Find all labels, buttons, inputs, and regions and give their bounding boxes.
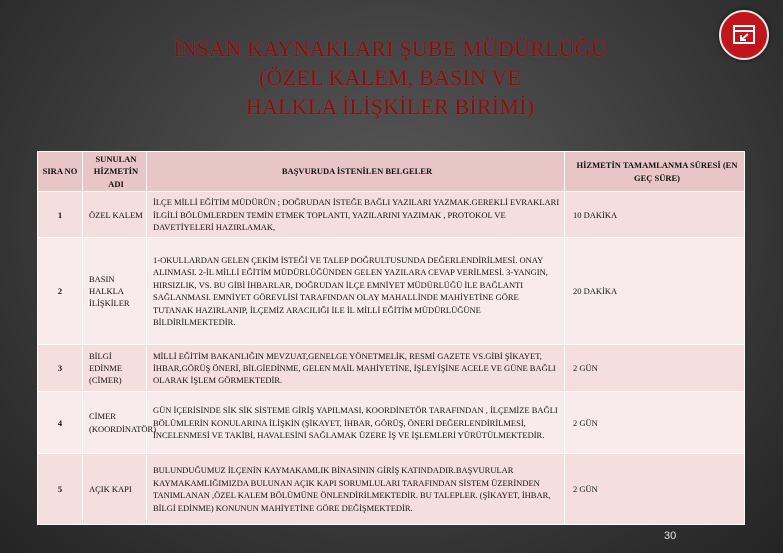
row-service: BASIN HALKLA İLİŞKİLER bbox=[83, 238, 147, 345]
row-time: 10 DAKİKA bbox=[565, 192, 745, 238]
row-time: 2 GÜN bbox=[565, 392, 745, 454]
header-no: SIRA NO bbox=[38, 152, 83, 192]
header-service: SUNULAN HİZMETİN ADI bbox=[83, 152, 147, 192]
row-service: BİLGİ EDİNME (CİMER) bbox=[83, 345, 147, 392]
row-time: 2 GÜN bbox=[565, 345, 745, 392]
title-line-3: HALKLA İLİŞKİLER BİRİMİ) bbox=[245, 94, 535, 119]
row-no: 1 bbox=[38, 192, 83, 238]
row-docs: 1-OKULLARDAN GELEN ÇEKİM İSTEĞİ VE TALEP DOĞRULTUSUNDA DEĞERLENDİRİLMESİ. ONAY ALINMASI. 2-İL MİLLİ EĞİTİM MÜDÜRLÜĞÜNDEN GELEN YAZILARA CEVAP VERİLMESİ. 3-YANGIN, HIRSIZLIK, VS. BU GİBİ İHBARLAR, DOĞRUDAN İLÇE EMNİYET MÜDÜRLÜĞÜ İLE BAĞLANTI SAĞLANMASI. EMNİYET GÖREVLİSİ TARAFINDAN OLAY MAHALLİNDE MAHİYETİNE GÖRE TUTANAK HAZIRLANIP, İLÇEMİZ ARACILIĞI İLE İL MİLLİ EĞİTİM MÜDÜRLÜĞÜNE BİLDİRİLMEKTEDİR. bbox=[147, 238, 565, 345]
row-docs: GÜN İÇERİSİNDE SİK SİK SİSTEME GİRİŞ YAPILMASI, KOORDİNETÖR TARAFINDAN , İLÇEMİZE BAĞLI BÖLÜMLERİN KONULARINA İLİŞKİN (ŞİKAYET, İHBAR, GÖRÜŞ, ÖNERİ DEĞERLENDİRİLMESİ, İNCELENMESİ VE TAKİBİ, HAVALESİNİ SAĞLAMAK ÜZERE İŞ VE İŞLEMLERİ YÜRÜTÜLMEKTEDİR. bbox=[147, 392, 565, 454]
row-no: 5 bbox=[38, 454, 83, 525]
row-service: AÇIK KAPI bbox=[83, 454, 147, 525]
row-no: 4 bbox=[38, 392, 83, 454]
table-row bbox=[38, 192, 745, 238]
header-docs: BAŞVURUDA İSTENİLEN BELGELER bbox=[147, 152, 565, 192]
table-header-row bbox=[38, 152, 745, 192]
table-row bbox=[38, 345, 745, 392]
row-time: 20 DAKİKA bbox=[565, 238, 745, 345]
title-line-2: (ÖZEL KALEM, BASIN VE bbox=[258, 65, 522, 90]
row-docs: BULUNDUĞUMUZ İLÇENİN KAYMAKAMLIK BİNASININ GİRİŞ KATINDADIR.BAŞVURULAR KAYMAKAMLIĞIMIZDA BULUNAN AÇIK KAPI SORUMLULARI TARAFINDAN SİSTEM ÜZERİNDEN TANIMLANAN ,ÖZEL KALEM BÖLÜMÜNE ÖNLENDİRİLMEKTEDİR. BU TALEPLER. (ŞİKAYET, İHBAR, BİLGİ EDİNME) KONUNUN MAHİYETİNE GÖRE DEĞİŞMEKTEDİR. bbox=[147, 454, 565, 525]
window-arrow-icon bbox=[732, 23, 756, 47]
table-row bbox=[38, 454, 745, 525]
table-row bbox=[38, 238, 745, 345]
row-no: 3 bbox=[38, 345, 83, 392]
row-docs: MİLLİ EĞİTİM BAKANLIĞIN MEVZUAT,GENELGE YÖNETMELİK, RESMİ GAZETE VS.GİBİ ŞİKAYET, İHBAR,GÖRÜŞ ÖNERİ, BİLGİEDİNME, GELEN MAİL MAHİYETİNE, İŞLEYİŞİNE ACELE VE GÜNE BAĞLI OLARAK İŞLEM GÖRMEKTEDİR. bbox=[147, 345, 565, 392]
return-slide-icon[interactable] bbox=[719, 10, 769, 60]
title-line-1: İNSAN KAYNAKLARI ŞUBE MÜDÜRLÜĞÜ bbox=[173, 36, 607, 61]
page-number: 30 bbox=[664, 530, 677, 542]
slide-title bbox=[110, 34, 670, 121]
table-row bbox=[38, 392, 745, 454]
row-service: ÖZEL KALEM bbox=[83, 192, 147, 238]
service-table bbox=[37, 151, 745, 525]
row-time: 2 GÜN bbox=[565, 454, 745, 525]
row-no: 2 bbox=[38, 238, 83, 345]
header-time: HİZMETİN TAMAMLANMA SÜRESİ (EN GEÇ SÜRE) bbox=[565, 152, 745, 192]
row-docs: İLÇE MİLLİ EĞİTİM MÜDÜRÜN ; DOĞRUDAN İSTEĞE BAĞLI YAZILARI YAZMAK.GEREKLİ EVRAKLARI İLGİLİ BÖLÜMLERDEN TEMİN ETMEK TOPLANTI, YAZILARINI YAZIMAK , PROTOKOL VE DAVETİYELERİ HAZIRLAMAK, bbox=[147, 192, 565, 238]
row-service: CİMER (KOORDİNATÖR) bbox=[83, 392, 147, 454]
